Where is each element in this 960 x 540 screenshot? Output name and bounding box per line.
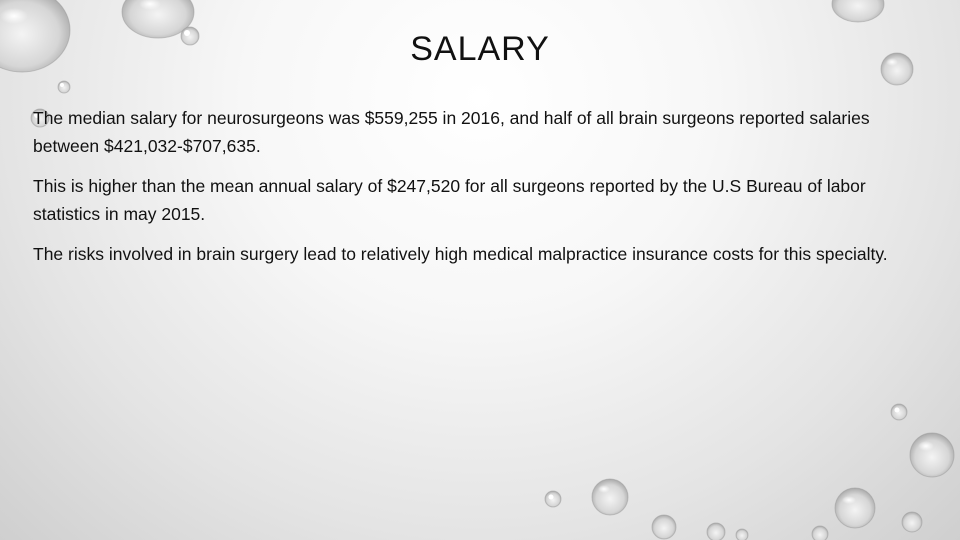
water-drop-icon	[592, 479, 628, 515]
water-drop-icon	[891, 404, 907, 420]
water-drop-icon	[832, 0, 884, 22]
water-drop-icon	[652, 515, 676, 539]
paragraph-mean-salary: This is higher than the mean annual salary of $247,520 for all surgeons reported by the U.S Bureau of labor statistics in may 2015.	[33, 176, 866, 224]
water-drop-icon	[736, 529, 748, 540]
slide-body	[33, 104, 913, 280]
water-drop-icon	[58, 81, 70, 93]
water-drop-icon	[812, 526, 828, 540]
paragraph-median-salary: The median salary for neurosurgeons was $559,255 in 2016, and half of all brain surgeons reported salaries between $421,032-$707,635.	[33, 108, 870, 156]
water-drop-icon	[707, 523, 725, 540]
water-drop-icon	[835, 488, 875, 528]
water-drop-icon	[545, 491, 561, 507]
water-drop-icon	[902, 512, 922, 532]
slide-title: SALARY	[410, 30, 550, 68]
water-drop-icon	[910, 433, 954, 477]
paragraph-malpractice: The risks involved in brain surgery lead to relatively high medical malpractice insurance costs for this specialty.	[33, 244, 888, 264]
